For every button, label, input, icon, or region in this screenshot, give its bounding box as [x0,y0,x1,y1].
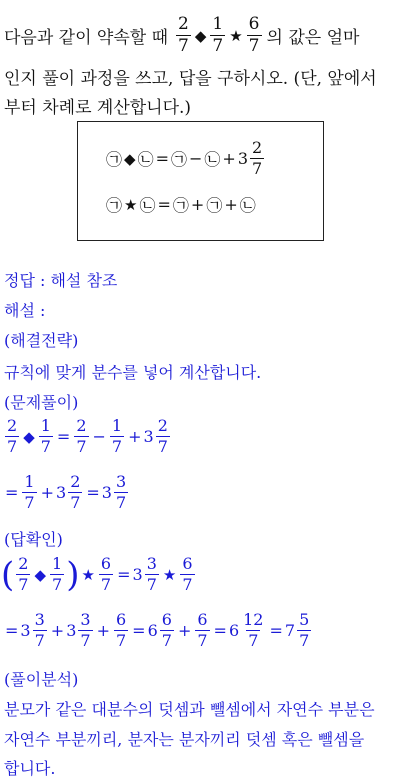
check-line-2: = 3 $\frac{3}{7}$ + 3 $\frac{3}{7}$ + $\frac{6}{7}$ = 6 $\frac{6}{7}$ + $\frac{6}{7}$ = 6 $\frac{12}{7}$ = 7 $\frac{5}{7}$ [5,610,310,650]
diamond-icon: ◆ [34,565,46,584]
fraction-1-7: $\frac{1}{7}$ [212,14,224,56]
star-icon: ★ [81,565,95,584]
question-line-2: 인지 풀이 과정을 쓰고, 답을 구하시오. (단, 앞에서 [4,69,377,89]
strategy-text: 규칙에 맞게 분수를 넣어 계산합니다. [4,363,262,382]
analysis-line-1: 분모가 같은 대분수의 덧셈과 뺄셈에서 자연수 부분은 [4,700,375,719]
question-text-1: 다음과 같이 약속할 때 [4,28,169,48]
fraction-2-7: $\frac{2}{7}$ [178,14,189,56]
diamond-icon: ◆ [194,26,207,45]
diamond-icon: ◆ [23,427,35,446]
fraction-6-7: $\frac{6}{7}$ [248,14,260,56]
solve-heading: (문제풀이) [4,393,79,412]
check-line-1: ( $\frac{2}{7}$ ◆ $\frac{1}{7}$ ) ★ $\frac{6}{7}$ = 3 $\frac{3}{7}$ ★ $\frac{6}{7}$ [1,554,193,595]
question-line-3: 부터 차례로 계산합니다.) [4,98,192,118]
rule-box [77,121,324,241]
rule-2: ㉠ ★ ㉡ = ㉠ + ㉠ + ㉡ [106,195,256,215]
star-icon: ★ [124,195,138,214]
answer-label: 정답 : 해설 참조 [4,271,118,290]
solve-line-2: = $\frac{1}{7}$ + 3 $\frac{2}{7}$ = 3 $\frac{3}{7}$ [5,472,127,512]
star-icon: ★ [162,565,177,584]
question-text-1b: 의 값은 얼마 [266,28,360,48]
strategy-heading: (해결전략) [4,331,79,350]
check-heading: (답확인) [4,530,63,549]
solve-line-1: $\frac{2}{7}$ ◆ $\frac{1}{7}$ = $\frac{2}{7}$ − $\frac{1}{7}$ + 3 $\frac{2}{7}$ [7,416,168,456]
analysis-line-2: 자연수 부분끼리, 분자는 분자끼리 덧셈 혹은 뺄셈을 [4,730,365,749]
star-icon: ★ [229,26,243,45]
rule-1: ㉠ ◆ ㉡ = ㉠ − ㉡ + 3 $\frac{2}{7}$ [106,138,263,178]
analysis-line-3: 합니다. [4,759,56,778]
question-line-1 [4,16,359,55]
diamond-icon: ◆ [124,149,136,168]
explanation-label: 해설 : [4,301,46,320]
analysis-heading: (풀이분석) [4,670,79,689]
